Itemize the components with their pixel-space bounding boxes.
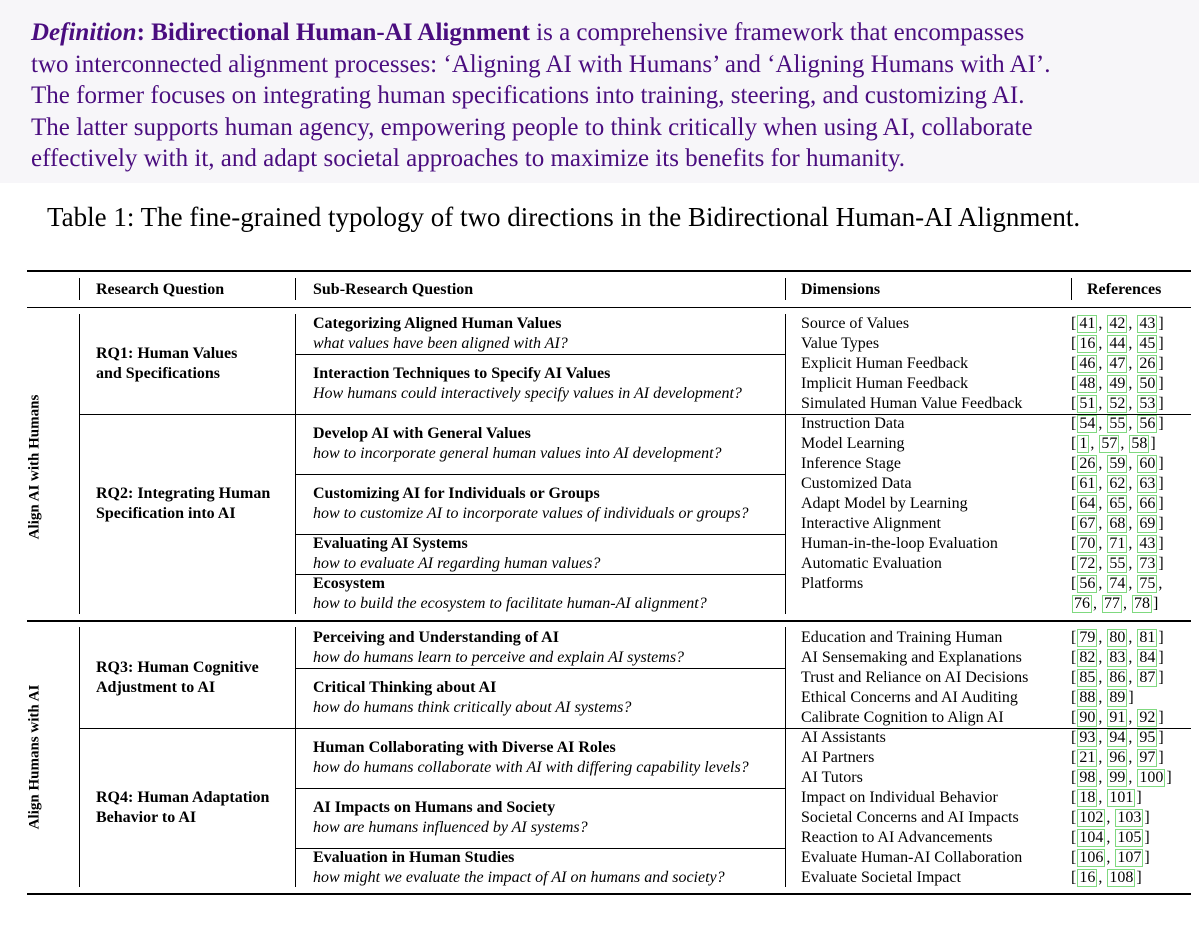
reference-cell: [ 64 , 65 , 66 ]: [1071, 495, 1164, 512]
citation-link[interactable]: 21: [1079, 749, 1096, 766]
dimension-cell: Adapt Model by Learning: [801, 495, 968, 512]
citation-link[interactable]: 58: [1131, 435, 1148, 452]
citation-link[interactable]: 101: [1109, 789, 1134, 806]
citation-link[interactable]: 104: [1079, 829, 1104, 846]
reference-cell: [ 61 , 62 , 63 ]: [1071, 475, 1164, 492]
reference-cell: [ 70 , 71 , 43 ]: [1071, 535, 1164, 552]
direction-label: Align Humans with AI: [26, 684, 43, 830]
reference-cell: [ 67 , 68 , 69 ]: [1071, 515, 1164, 532]
citation-link[interactable]: 65: [1109, 495, 1126, 512]
citation-link[interactable]: 48: [1079, 375, 1096, 392]
citation-link[interactable]: 82: [1079, 649, 1096, 666]
reference-cell: [ 98 , 99 , 100 ]: [1071, 769, 1172, 786]
citation-link[interactable]: 93: [1079, 729, 1096, 746]
sub-separator-rule: [295, 474, 785, 475]
citation-link[interactable]: 44: [1109, 335, 1126, 352]
reference-cell: [ 54 , 55 , 56 ]: [1071, 415, 1164, 432]
dimension-cell: Model Learning: [801, 435, 905, 452]
citation-link[interactable]: 98: [1079, 769, 1096, 786]
citation-link[interactable]: 84: [1139, 649, 1156, 666]
header-research-question: Research Question: [96, 281, 225, 298]
citation-link[interactable]: 78: [1134, 595, 1150, 612]
definition-line-4: The latter supports human agency, empowering people to think critically when using AI, collaborate: [31, 113, 1033, 141]
citation-link[interactable]: 49: [1109, 375, 1126, 392]
dimension-cell: Instruction Data: [801, 415, 905, 432]
citation-link[interactable]: 18: [1079, 789, 1096, 806]
reference-cell: [ 102 , 103 ]: [1071, 809, 1150, 826]
reference-cell: [ 85 , 86 , 87 ]: [1071, 669, 1164, 686]
reference-cell: [ 41 , 42 , 43 ]: [1071, 315, 1164, 332]
citation-link[interactable]: 69: [1139, 515, 1156, 532]
dimension-cell: AI Partners: [801, 749, 875, 766]
citation-link[interactable]: 67: [1079, 515, 1096, 532]
citation-link[interactable]: 95: [1139, 729, 1156, 746]
dimension-cell: Customized Data: [801, 475, 912, 492]
header-dimensions: Dimensions: [801, 281, 881, 298]
citation-link[interactable]: 83: [1109, 649, 1126, 666]
citation-link[interactable]: 85: [1079, 669, 1096, 686]
reference-cell: [ 82 , 83 , 84 ]: [1071, 649, 1164, 666]
citation-link[interactable]: 103: [1117, 809, 1142, 826]
definition-term: Bidirectional Human-AI Alignment: [151, 19, 530, 46]
dimension-cell: Source of Values: [801, 315, 910, 332]
citation-link[interactable]: 86: [1109, 669, 1126, 686]
sub-separator-rule: [295, 788, 785, 789]
sub-question: AI Impacts on Humans and Society how are humans influenced by AI systems?: [313, 799, 588, 836]
header-col-divider: [1071, 278, 1072, 300]
citation-link[interactable]: 42: [1109, 315, 1126, 332]
dimension-cell: Interactive Alignment: [801, 515, 941, 532]
reference-cell: [ 90 , 91 , 92 ]: [1071, 709, 1164, 726]
rq2-label: RQ2: Integrating Human Specification into AI: [96, 485, 271, 522]
citation-link[interactable]: 73: [1139, 555, 1156, 572]
header-sub-research-question: Sub-Research Question: [313, 281, 474, 298]
dimension-cell: Human-in-the-loop Evaluation: [801, 535, 998, 552]
rq4-label: RQ4: Human Adaptation Behavior to AI: [96, 789, 270, 826]
definition-label: Definition: [31, 19, 137, 46]
citation-link[interactable]: 91: [1109, 709, 1126, 726]
col-divider: [785, 314, 786, 614]
citation-link[interactable]: 63: [1139, 475, 1156, 492]
citation-link[interactable]: 77: [1104, 595, 1120, 612]
reference-cell: [ 21 , 96 , 97 ]: [1071, 749, 1164, 766]
dimension-cell: Automatic Evaluation: [801, 555, 942, 572]
header-rule: [27, 307, 1191, 308]
col-divider: [785, 627, 786, 887]
citation-link[interactable]: 56: [1079, 575, 1096, 592]
col-divider: [79, 627, 80, 887]
citation-link[interactable]: 55: [1109, 555, 1126, 572]
dimension-cell: AI Sensemaking and Explanations: [801, 649, 1022, 666]
citation-link[interactable]: 50: [1139, 375, 1156, 392]
dimension-cell: AI Assistants: [801, 729, 886, 746]
citation-link[interactable]: 60: [1139, 455, 1156, 472]
definition-line-1: Definition: Bidirectional Human-AI Alignment is a comprehensive framework that encompasses: [31, 19, 1025, 46]
citation-link[interactable]: 16: [1079, 335, 1096, 352]
citation-link[interactable]: 53: [1139, 395, 1156, 412]
header-references: References: [1087, 281, 1162, 298]
citation-link[interactable]: 54: [1079, 415, 1096, 432]
reference-cell: [ 26 , 59 , 60 ]: [1071, 455, 1164, 472]
table-bottom-rule: [27, 893, 1191, 895]
citation-link[interactable]: 55: [1109, 415, 1126, 432]
reference-cell: [ 51 , 52 , 53 ]: [1071, 395, 1164, 412]
reference-cell: [ 104 , 105 ]: [1071, 829, 1150, 846]
citation-link[interactable]: 105: [1117, 829, 1142, 846]
citation-link[interactable]: 61: [1079, 475, 1096, 492]
citation-link[interactable]: 72: [1079, 555, 1096, 572]
reference-cell: [ 16 , 108 ]: [1071, 869, 1142, 886]
reference-cell: 76 , 77 , 78 ]: [1074, 595, 1159, 612]
citation-link[interactable]: 45: [1139, 335, 1156, 352]
sub-question: Interaction Techniques to Specify AI Values How humans could interactively specify values in AI development?: [313, 365, 742, 402]
citation-link[interactable]: 26: [1139, 355, 1156, 372]
citation-link[interactable]: 62: [1109, 475, 1126, 492]
sub-question: Human Collaborating with Diverse AI Roles how do humans collaborate with AI with differing capability levels?: [313, 739, 749, 776]
citation-link[interactable]: 52: [1109, 395, 1126, 412]
reference-cell: [ 48 , 49 , 50 ]: [1071, 375, 1164, 392]
citation-link[interactable]: 92: [1139, 709, 1156, 726]
citation-link[interactable]: 107: [1117, 849, 1142, 866]
citation-link[interactable]: 76: [1074, 595, 1090, 612]
sub-question: Customizing AI for Individuals or Groups how to customize AI to incorporate values of individuals or groups?: [313, 485, 749, 522]
sub-question: Categorizing Aligned Human Values what values have been aligned with AI?: [313, 315, 568, 352]
citation-link[interactable]: 102: [1079, 809, 1104, 826]
citation-link[interactable]: 106: [1079, 849, 1104, 866]
rq1-label: RQ1: Human Values and Specifications: [96, 345, 238, 382]
dimension-cell: Societal Concerns and AI Impacts: [801, 809, 1019, 826]
citation-link[interactable]: 70: [1079, 535, 1096, 552]
direction-label: Align AI with Humans: [26, 394, 43, 540]
citation-link[interactable]: 47: [1109, 355, 1126, 372]
reference-cell: [ 72 , 55 , 73 ]: [1071, 555, 1164, 572]
citation-link[interactable]: 108: [1109, 869, 1134, 886]
direction-separator-rule: [27, 620, 1191, 622]
definition-line-5: effectively with it, and adapt societal approaches to maximize its benefits for humanity.: [31, 145, 906, 172]
citation-link[interactable]: 68: [1109, 515, 1126, 532]
dimension-cell: AI Tutors: [801, 769, 863, 786]
table-top-rule: [27, 270, 1191, 272]
citation-link[interactable]: 56: [1139, 415, 1156, 432]
sub-question: Ecosystem how to build the ecosystem to facilitate human-AI alignment?: [313, 575, 707, 612]
citation-link[interactable]: 1: [1079, 435, 1088, 452]
citation-link[interactable]: 80: [1109, 629, 1126, 646]
dimension-cell: Reaction to AI Advancements: [801, 829, 993, 846]
citation-link[interactable]: 100: [1139, 769, 1164, 786]
col-divider: [295, 314, 296, 614]
citation-link[interactable]: 87: [1139, 669, 1156, 686]
citation-link[interactable]: 43: [1139, 535, 1156, 552]
rq3-label: RQ3: Human Cognitive Adjustment to AI: [96, 659, 259, 696]
sub-question: Develop AI with General Values how to incorporate general human values into AI development?: [313, 425, 722, 462]
citation-link[interactable]: 99: [1109, 769, 1126, 786]
citation-link[interactable]: 51: [1079, 395, 1096, 412]
citation-link[interactable]: 16: [1079, 869, 1096, 886]
citation-link[interactable]: 81: [1139, 629, 1156, 646]
header-col-divider: [79, 278, 80, 300]
citation-link[interactable]: 96: [1109, 749, 1126, 766]
citation-link[interactable]: 88: [1079, 689, 1096, 706]
citation-link[interactable]: 41: [1079, 315, 1096, 332]
reference-cell: [ 56 , 74 , 75 ,: [1071, 575, 1163, 592]
citation-link[interactable]: 75: [1139, 575, 1156, 592]
dimension-cell: Impact on Individual Behavior: [801, 789, 998, 806]
dimension-cell: Ethical Concerns and AI Auditing: [801, 689, 1018, 706]
reference-cell: [ 79 , 80 , 81 ]: [1071, 629, 1164, 646]
definition-line-2: two interconnected alignment processes: ‘Aligning AI with Humans’ and ‘Aligning Humans with AI’.: [31, 50, 1051, 78]
dimension-cell: Implicit Human Feedback: [801, 375, 969, 392]
citation-link[interactable]: 74: [1109, 575, 1126, 592]
citation-link[interactable]: 71: [1109, 535, 1126, 552]
table-caption: Table 1: The fine-grained typology of two directions in the Bidirectional Human-AI Alignment.: [47, 202, 1081, 232]
citation-link[interactable]: 79: [1079, 629, 1096, 646]
dimension-cell: Education and Training Human: [801, 629, 1003, 646]
citation-link[interactable]: 57: [1101, 435, 1118, 452]
sub-question: Critical Thinking about AI how do humans think critically about AI systems?: [313, 679, 632, 716]
citation-link[interactable]: 43: [1139, 315, 1156, 332]
reference-cell: [ 106 , 107 ]: [1071, 849, 1150, 866]
col-divider: [79, 314, 80, 614]
reference-cell: [ 46 , 47 , 26 ]: [1071, 355, 1164, 372]
dimension-cell: Evaluate Human-AI Collaboration: [801, 849, 1023, 866]
citation-link[interactable]: 59: [1109, 455, 1126, 472]
sub-question: Perceiving and Understanding of AI how do humans learn to perceive and explain AI systems?: [313, 629, 685, 666]
dimension-cell: Trust and Reliance on AI Decisions: [801, 669, 1029, 686]
citation-link[interactable]: 64: [1079, 495, 1096, 512]
sub-separator-rule: [295, 354, 785, 355]
definition-box: [0, 0, 1199, 183]
citation-link[interactable]: 89: [1109, 689, 1126, 706]
citation-link[interactable]: 66: [1139, 495, 1156, 512]
citation-link[interactable]: 90: [1079, 709, 1096, 726]
header-col-divider: [785, 278, 786, 300]
rq-separator-rule: [79, 414, 1191, 415]
dimension-cell: Value Types: [801, 335, 880, 352]
dimension-cell: Explicit Human Feedback: [801, 355, 969, 372]
citation-link[interactable]: 26: [1079, 455, 1096, 472]
reference-cell: [ 93 , 94 , 95 ]: [1071, 729, 1164, 746]
reference-cell: [ 18 , 101 ]: [1071, 789, 1142, 806]
reference-cell: [ 88 , 89 ]: [1071, 689, 1134, 706]
dimension-cell: Evaluate Societal Impact: [801, 869, 961, 886]
dimension-cell: Platforms: [801, 575, 864, 592]
header-col-divider: [295, 278, 296, 300]
sub-separator-rule: [295, 668, 785, 669]
definition-text: [31, 17, 1191, 175]
col-divider: [295, 627, 296, 887]
dimension-cell: Simulated Human Value Feedback: [801, 395, 1023, 412]
citation-link[interactable]: 46: [1079, 355, 1096, 372]
dimension-cell: Inference Stage: [801, 455, 901, 472]
citation-link[interactable]: 97: [1139, 749, 1156, 766]
reference-cell: [ 16 , 44 , 45 ]: [1071, 335, 1164, 352]
sub-question: Evaluating AI Systems how to evaluate AI regarding human values?: [313, 535, 601, 572]
definition-line-3: The former focuses on integrating human specifications into training, steering, and customizing AI.: [31, 82, 1025, 109]
reference-cell: [ 1 , 57 , 58 ]: [1071, 435, 1156, 452]
rq-separator-rule: [79, 728, 1191, 729]
sub-question: Evaluation in Human Studies how might we evaluate the impact of AI on humans and society?: [313, 849, 725, 886]
dimension-cell: Calibrate Cognition to Align AI: [801, 709, 1004, 726]
citation-link[interactable]: 94: [1109, 729, 1126, 746]
